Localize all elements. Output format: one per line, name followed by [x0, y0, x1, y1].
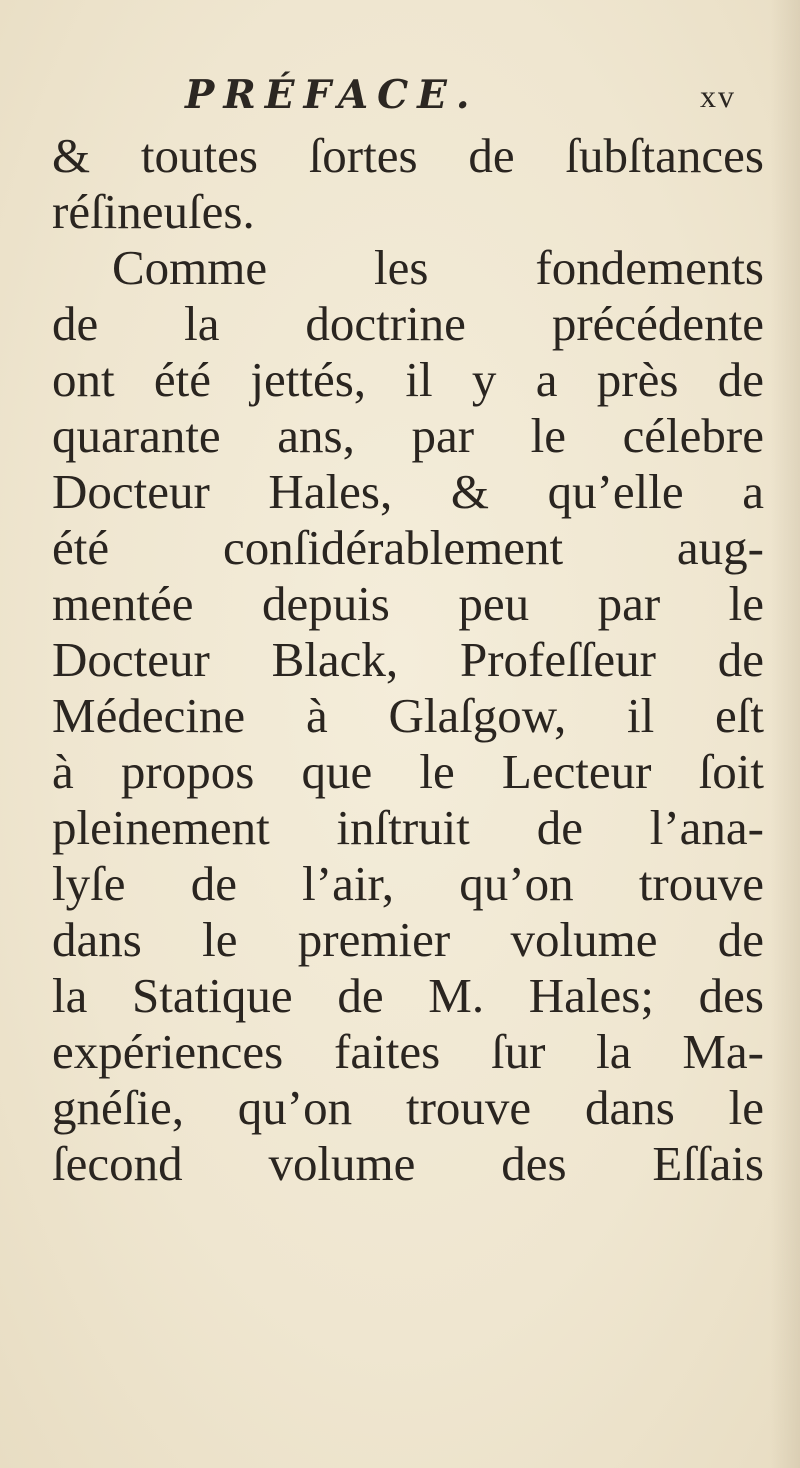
text-line: ſecond volume des Eſſais: [52, 1136, 764, 1191]
running-title: PRÉFACE.: [185, 72, 479, 118]
text-line: été conſidérablement aug-: [52, 520, 764, 575]
text-line: lyſe de l’air, qu’on trouve: [52, 856, 764, 911]
text-line: expériences faites ſur la Ma-: [52, 1024, 764, 1079]
text-line: & toutes ſortes de ſubſtances: [52, 128, 764, 183]
text-line: mentée depuis peu par le: [52, 576, 764, 631]
page-number: xv: [700, 78, 736, 114]
text-line: Médecine à Glaſgow, il eſt: [52, 688, 764, 743]
text-line: pleinement inſtruit de l’ana-: [52, 800, 764, 855]
running-head: [0, 72, 800, 132]
text-line: à propos que le Lecteur ſoit: [52, 744, 764, 799]
text-line: réſineuſes.: [52, 184, 255, 239]
text-line: Docteur Hales, & qu’elle a: [52, 464, 764, 519]
text-line: Comme les fondements: [112, 240, 764, 295]
text-line: de la doctrine précédente: [52, 296, 764, 351]
text-line: Docteur Black, Profeſſeur de: [52, 632, 764, 687]
text-line: la Statique de M. Hales; des: [52, 968, 764, 1023]
text-line: ont été jettés, il y a près de: [52, 352, 764, 407]
text-line: quarante ans, par le célebre: [52, 408, 764, 463]
page-edge-shadow: [770, 0, 800, 1468]
body-text: [52, 128, 764, 1192]
text-line: gnéſie, qu’on trouve dans le: [52, 1080, 764, 1135]
text-line: dans le premier volume de: [52, 912, 764, 967]
